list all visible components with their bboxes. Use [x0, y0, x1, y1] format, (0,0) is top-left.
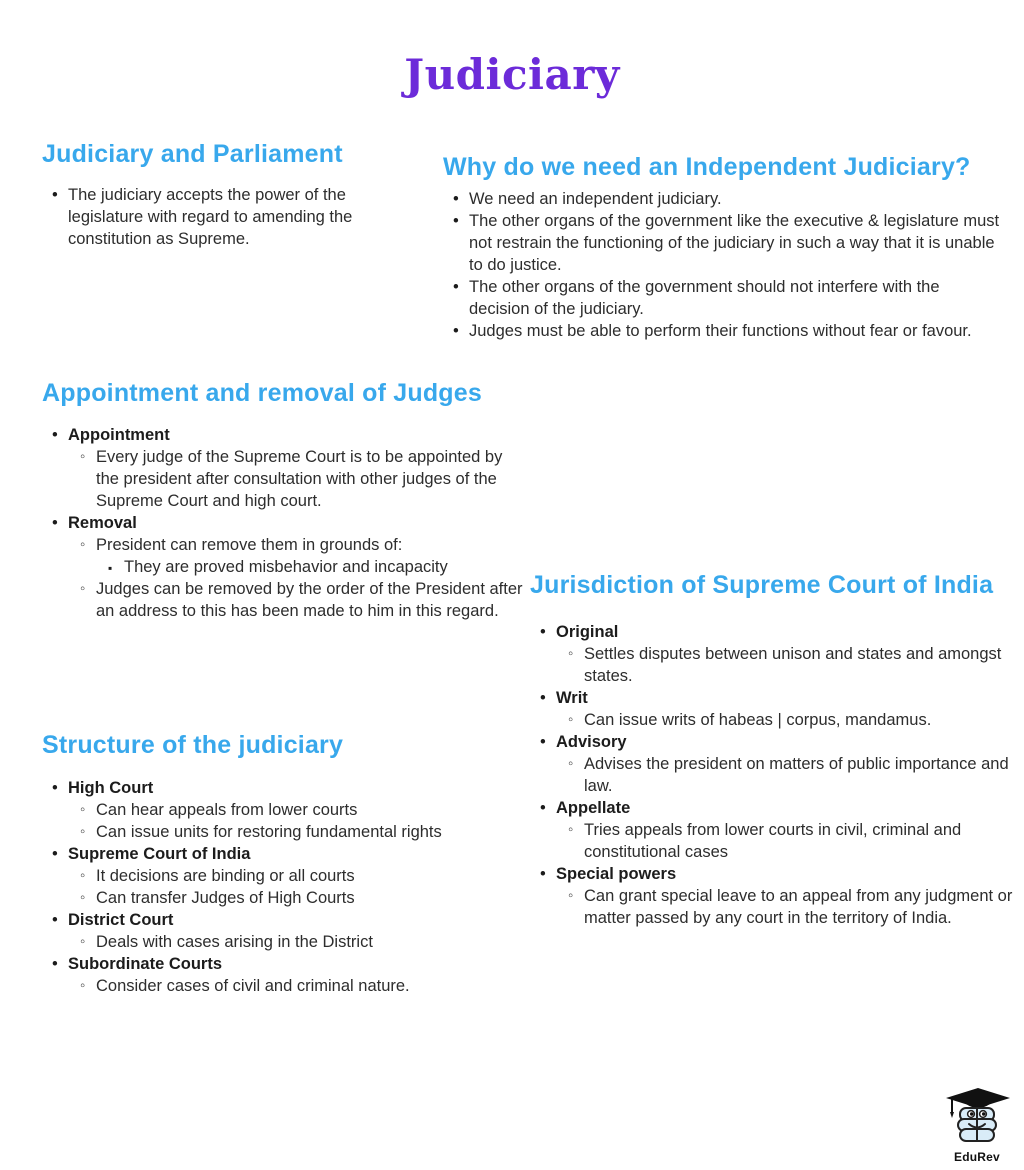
list-item-text: They are proved misbehavior and incapacity	[124, 558, 448, 577]
bullet-icon: •	[453, 212, 459, 231]
bullet-icon: •	[540, 799, 546, 818]
bullet-icon: •	[52, 779, 58, 798]
list-item	[42, 931, 524, 953]
circle-bullet-icon: ◦	[568, 645, 574, 663]
list-item-text: Can issue writs of habeas | corpus, mandamus.	[584, 711, 932, 730]
circle-bullet-icon: ◦	[80, 867, 86, 885]
list-item	[443, 210, 1003, 276]
list-item	[42, 184, 387, 250]
circle-bullet-icon: ◦	[80, 536, 86, 554]
list-item	[443, 320, 1003, 342]
list-item-text: Consider cases of civil and criminal nature.	[96, 977, 410, 996]
list-item-text: Can hear appeals from lower courts	[96, 801, 358, 820]
circle-bullet-icon: ◦	[80, 889, 86, 907]
circle-bullet-icon: ◦	[80, 933, 86, 951]
bullet-icon: •	[52, 955, 58, 974]
list-item-text: Appellate	[556, 799, 631, 818]
list-item-text: Deals with cases arising in the District	[96, 933, 373, 952]
section-appointment-removal	[42, 378, 524, 622]
list-item-text: Can transfer Judges of High Courts	[96, 889, 355, 908]
bullet-icon: •	[52, 911, 58, 930]
list-item	[42, 975, 524, 997]
bullet-icon: •	[453, 322, 459, 341]
list-item	[42, 865, 524, 887]
circle-bullet-icon: ◦	[80, 801, 86, 819]
list-item-text: Judges must be able to perform their functions without fear or favour.	[469, 322, 972, 341]
list-item-text: Settles disputes between unison and states and amongst states.	[584, 645, 1002, 686]
list-item-text: Can issue units for restoring fundamental rights	[96, 823, 442, 842]
circle-bullet-icon: ◦	[568, 711, 574, 729]
section-heading: Structure of the judiciary	[42, 731, 344, 759]
list-item-text: President can remove them in grounds of:	[96, 536, 403, 555]
list-item	[530, 797, 1022, 819]
list-item	[530, 731, 1022, 753]
circle-bullet-icon: ◦	[568, 755, 574, 773]
circle-bullet-icon: ◦	[80, 977, 86, 995]
list-item	[42, 777, 524, 799]
bullet-icon: •	[52, 426, 58, 445]
list-item	[530, 753, 1022, 797]
list-item-text: Writ	[556, 689, 588, 708]
bullet-icon: •	[453, 190, 459, 209]
list-item-text: Tries appeals from lower courts in civil, criminal and constitutional cases	[584, 821, 962, 862]
list-item-text: Special powers	[556, 865, 677, 884]
bullet-list	[443, 188, 1003, 342]
list-item	[530, 863, 1022, 885]
list-item-text: Advisory	[556, 733, 627, 752]
list-item	[42, 821, 524, 843]
list-item	[42, 512, 524, 534]
bullet-list	[42, 184, 387, 250]
list-item-text: It decisions are binding or all courts	[96, 867, 355, 886]
section-heading: Judiciary and Parliament	[42, 140, 343, 168]
bullet-icon: •	[540, 733, 546, 752]
edurev-logo-label: EduRev	[954, 1150, 1000, 1164]
bullet-list	[42, 424, 524, 622]
list-item-text: Appointment	[68, 426, 170, 445]
list-item-text: Subordinate Courts	[68, 955, 223, 974]
edurev-logo-icon	[938, 1086, 1016, 1152]
page-title: Judiciary	[404, 50, 620, 100]
list-item-text: District Court	[68, 911, 174, 930]
list-item	[42, 909, 524, 931]
list-item-text: Can grant special leave to an appeal from any judgment or matter passed by any court in the territory of India.	[584, 887, 1013, 928]
list-item	[42, 843, 524, 865]
circle-bullet-icon: ◦	[80, 823, 86, 841]
list-item	[530, 687, 1022, 709]
list-item	[443, 276, 1003, 320]
section-heading: Jurisdiction of Supreme Court of India	[530, 571, 994, 599]
list-item-text: Removal	[68, 514, 137, 533]
square-bullet-icon: ▪	[108, 561, 113, 576]
bullet-icon: •	[52, 845, 58, 864]
section-judiciary-and-parliament	[42, 139, 387, 250]
edurev-logo	[936, 1086, 1018, 1164]
list-item	[530, 819, 1022, 863]
list-item	[443, 188, 1003, 210]
list-item	[42, 578, 524, 622]
circle-bullet-icon: ◦	[568, 887, 574, 905]
circle-bullet-icon: ◦	[568, 821, 574, 839]
list-item	[530, 643, 1022, 687]
list-item	[530, 621, 1022, 643]
list-item-text: Advises the president on matters of public importance and law.	[584, 755, 1009, 796]
section-heading: Why do we need an Independent Judiciary?	[443, 153, 971, 181]
bullet-list	[530, 621, 1022, 929]
circle-bullet-icon: ◦	[80, 580, 86, 598]
bullet-icon: •	[52, 186, 58, 205]
list-item-text: Original	[556, 623, 619, 642]
list-item-text: The other organs of the government like the executive & legislature must not restrain the functioning of the judiciary in such a way that it is unable to do justice.	[469, 212, 1000, 275]
bullet-icon: •	[540, 865, 546, 884]
bullet-icon: •	[540, 689, 546, 708]
bullet-icon: •	[52, 514, 58, 533]
circle-bullet-icon: ◦	[80, 448, 86, 466]
list-item	[530, 885, 1022, 929]
section-heading: Appointment and removal of Judges	[42, 379, 482, 407]
list-item-text: The judiciary accepts the power of the legislature with regard to amending the constitution as Supreme.	[68, 186, 353, 249]
list-item	[42, 887, 524, 909]
list-item	[42, 446, 524, 512]
bullet-list	[42, 777, 524, 997]
bullet-icon: •	[453, 278, 459, 297]
list-item	[42, 556, 524, 578]
list-item-text: Judges can be removed by the order of the President after an address to this has been made to him in this regard.	[96, 580, 523, 621]
section-structure-judiciary	[42, 730, 524, 997]
section-independent-judiciary	[443, 152, 1003, 342]
list-item	[42, 953, 524, 975]
list-item-text: We need an independent judiciary.	[469, 190, 722, 209]
list-item	[42, 534, 524, 556]
list-item-text: Supreme Court of India	[68, 845, 251, 864]
list-item-text: High Court	[68, 779, 154, 798]
list-item-text: The other organs of the government should not interfere with the decision of the judiciary.	[469, 278, 940, 319]
section-jurisdiction-supreme-court	[530, 570, 1022, 929]
list-item	[530, 709, 1022, 731]
bullet-icon: •	[540, 623, 546, 642]
list-item-text: Every judge of the Supreme Court is to be appointed by the president after consultation with other judges of the Supreme Court and high court.	[96, 448, 503, 511]
list-item	[42, 799, 524, 821]
list-item	[42, 424, 524, 446]
